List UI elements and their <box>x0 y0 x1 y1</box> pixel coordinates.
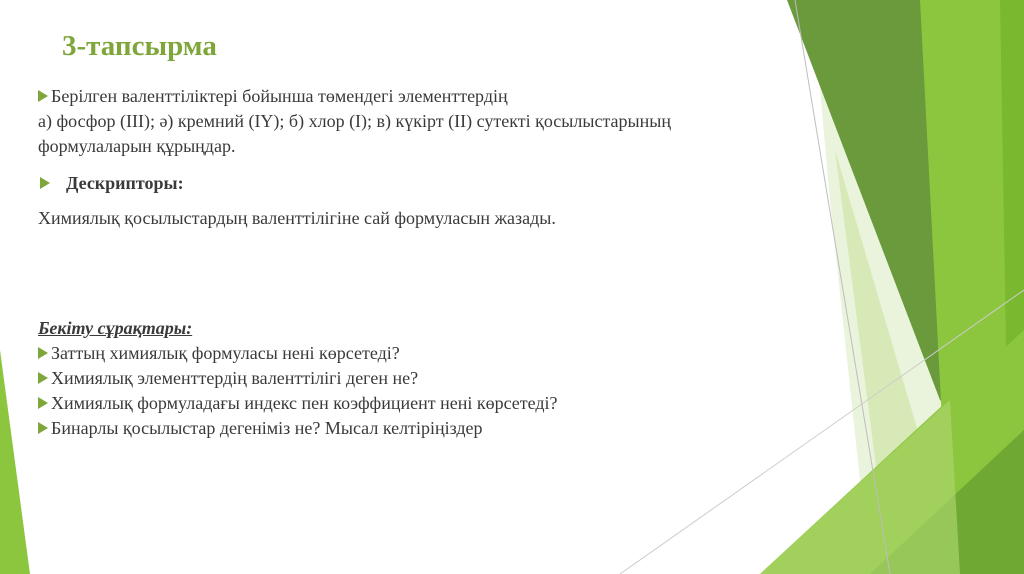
task-line-1: Берілген валенттіліктері бойынша төмендегі элементтердің <box>51 86 508 106</box>
review-question: Заттың химиялық формуласы нені көрсетеді? <box>38 341 808 366</box>
review-question: Бинарлы қосылыстар дегеніміз не? Мысал келтіріңіздер <box>38 416 808 441</box>
review-heading: Бекіту сұрақтары: <box>38 318 193 338</box>
left-green-shape <box>0 350 30 574</box>
arrow-bullet-icon <box>38 397 48 409</box>
descriptors-text: Химиялық қосылыстардың валенттілігіне сай формуласын жазады. <box>38 208 556 228</box>
arrow-bullet-icon <box>40 177 50 189</box>
task-paragraph <box>38 84 808 159</box>
arrow-bullet-icon <box>38 422 48 434</box>
review-question: Химиялық формуладағы индекс пен коэффициент нені көрсетеді? <box>38 391 808 416</box>
descriptors-heading: Дескрипторы: <box>66 173 184 193</box>
arrow-bullet-icon <box>38 347 48 359</box>
arrow-bullet-icon <box>38 90 48 102</box>
arrow-bullet-icon <box>38 372 48 384</box>
review-section <box>38 316 808 441</box>
task-line-2: а) фосфор (ІІІ); ә) кремний (IY); б) хлор (І); в) күкірт (ІІ) сутекті қосылыстарының <box>38 111 671 131</box>
descriptors-heading-row <box>40 171 810 196</box>
review-question: Химиялық элементтердің валенттілігі деген не? <box>38 366 808 391</box>
task-line-3: формулаларын құрыңдар. <box>38 136 236 156</box>
slide-title: 3-тапсырма <box>62 30 217 62</box>
